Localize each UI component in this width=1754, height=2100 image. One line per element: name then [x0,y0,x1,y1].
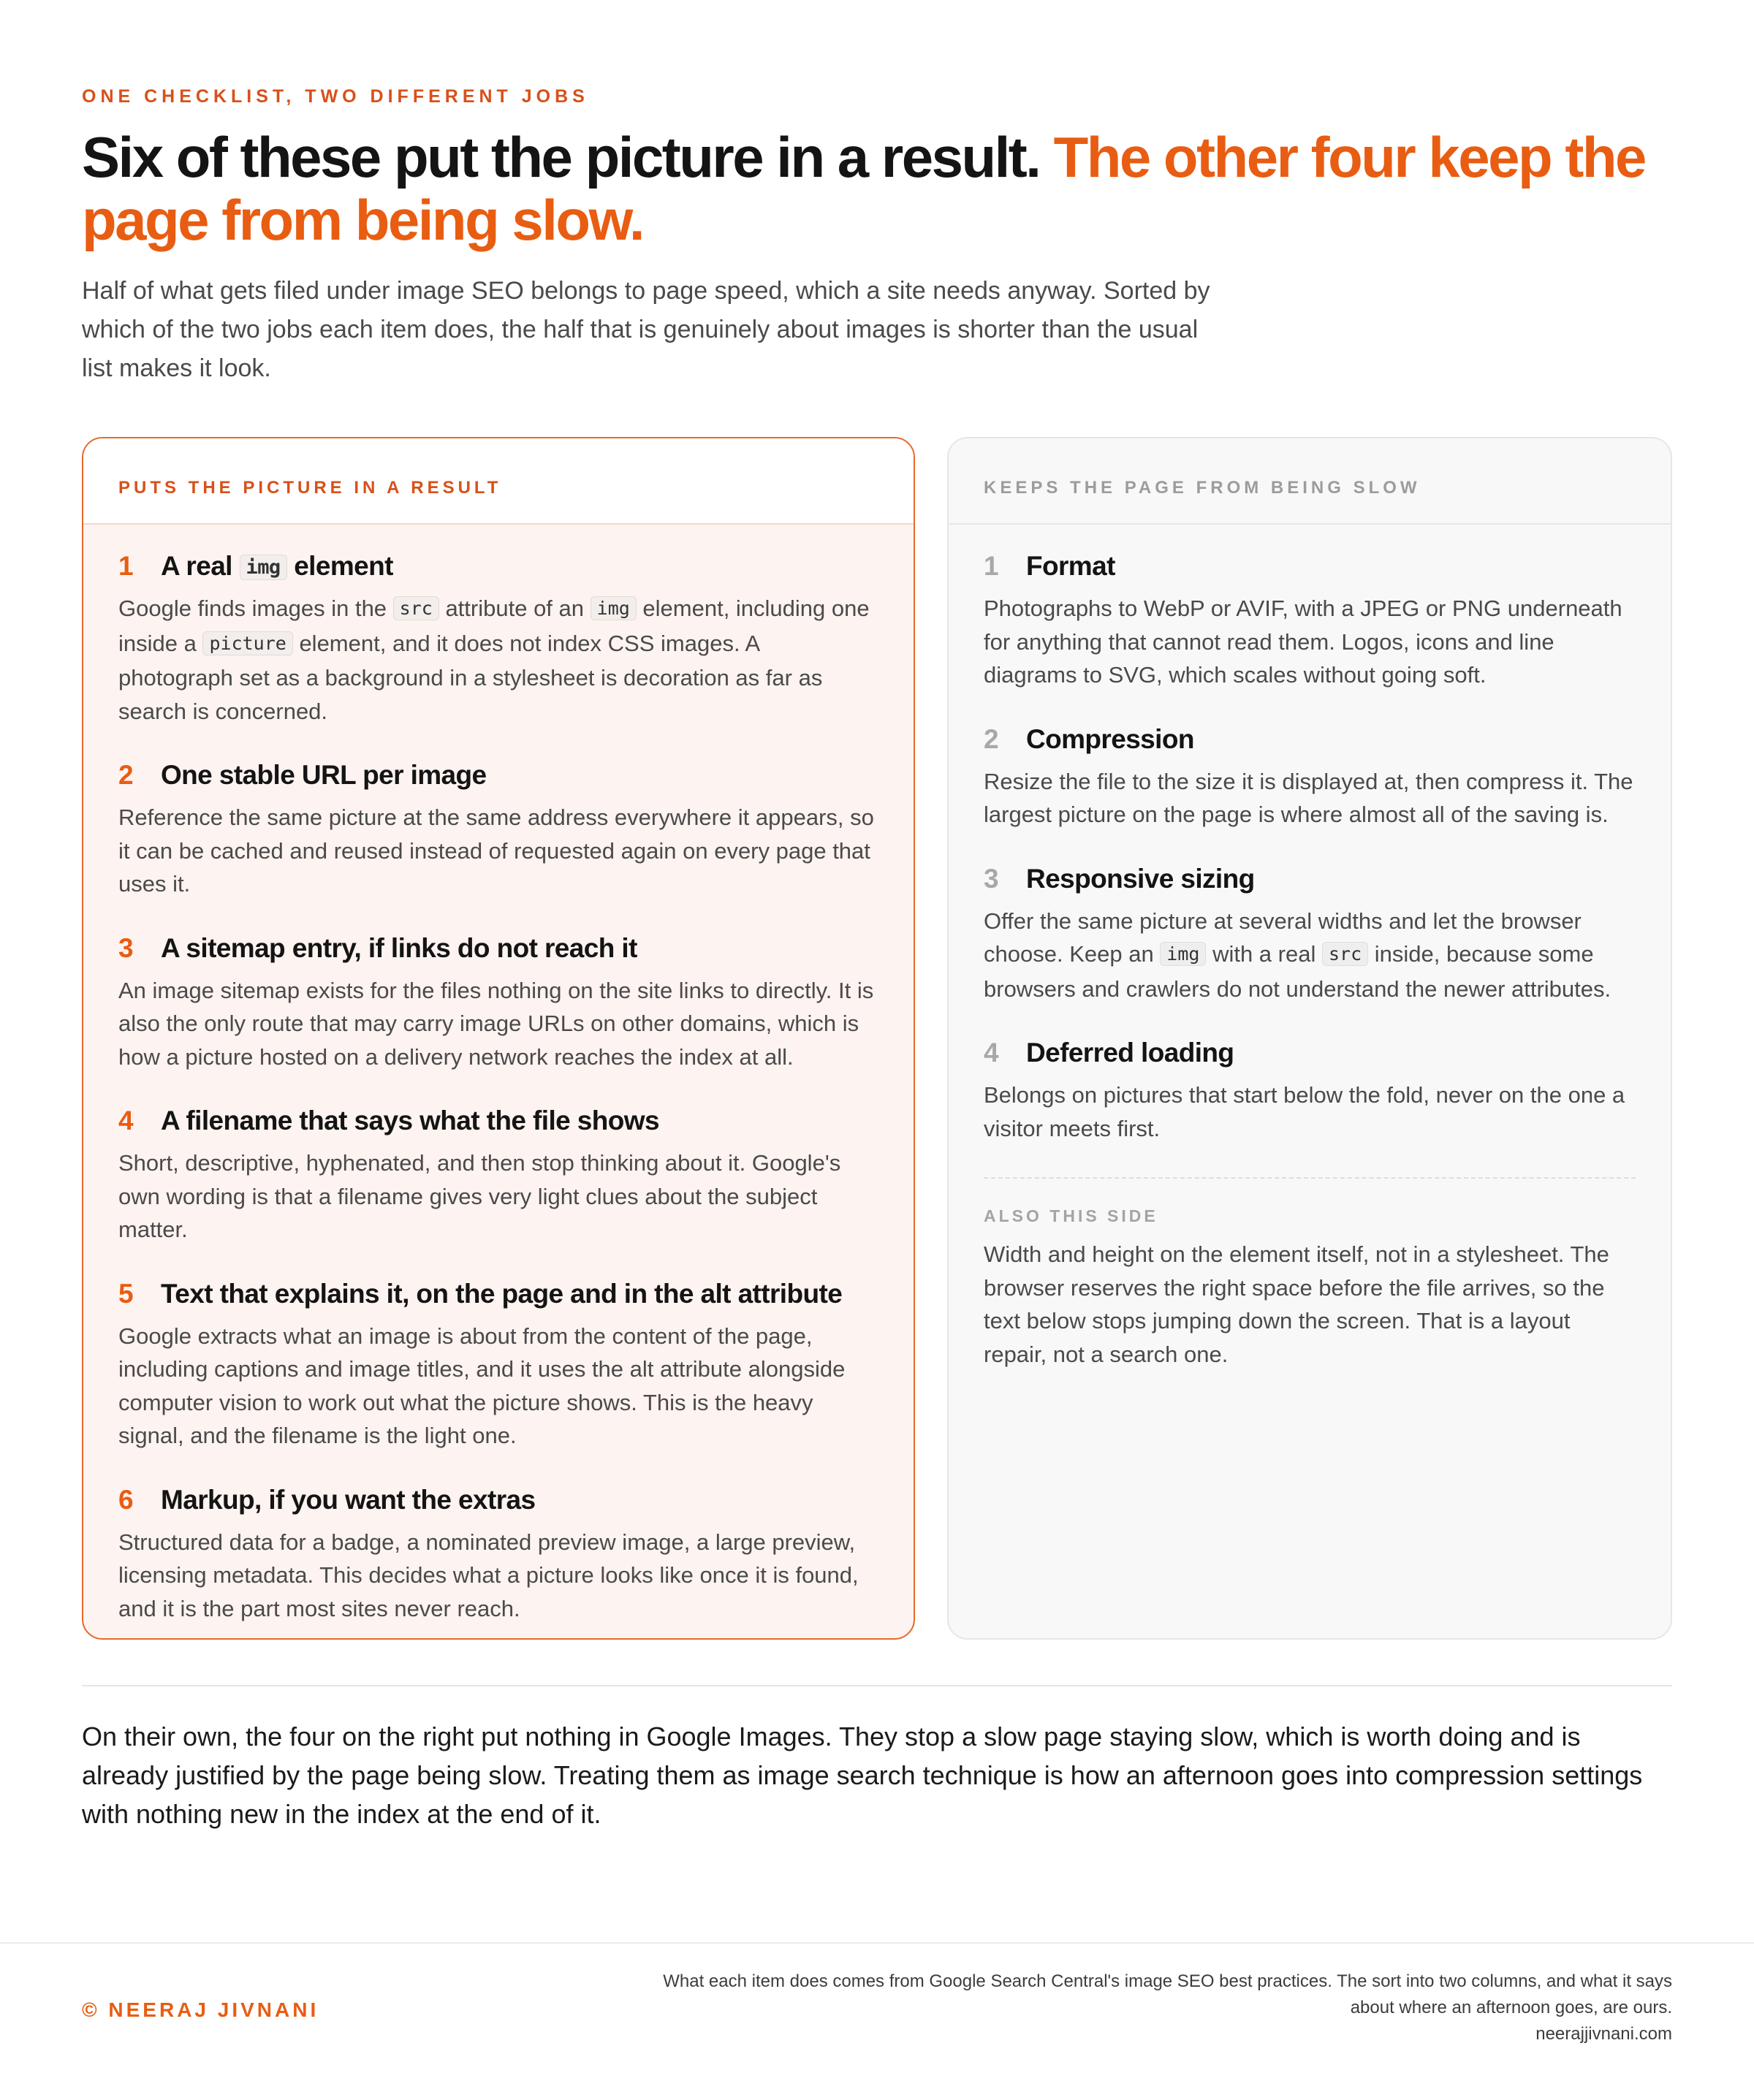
headline-part-1: Six of these put the picture in a result. [82,125,1054,189]
headline-part-2: The other four keep the page from being slow. [82,125,1645,252]
item-title: A real img element [161,551,393,581]
item-description: Reference the same picture at the same address everywhere it appears, so it can be cached and reused instead of requested again on every page that uses it. [118,804,874,897]
code-chip: src [1322,942,1368,966]
item-description: Resize the file to the size it is displayed at, then compress it. The largest picture on the page is where almost all of the saving is. [984,768,1633,827]
site-link[interactable]: neerajjivnani.com [1535,2024,1672,2044]
item-number: 2 [984,723,999,754]
list-item [118,1279,878,1453]
list-item [118,1485,878,1626]
item-title: Responsive sizing [1026,863,1255,894]
list-item [118,1106,878,1247]
item-title: A filename that says what the file shows [161,1106,659,1135]
panel-heading: KEEPS THE PAGE FROM BEING SLOW [949,438,1671,525]
also-this-side [984,1177,1636,1371]
copyright: © NEERAJ JIVNANI [82,1998,319,2021]
list-item [984,1038,1636,1145]
divider [82,1685,1672,1686]
also-label: ALSO THIS SIDE [984,1206,1158,1225]
panel-puts-picture-in-result [82,437,915,1640]
item-title: Deferred loading [1026,1038,1234,1068]
code-chip: picture [202,631,292,655]
subhead: Half of what gets filed under image SEO belongs to page speed, which a site needs anyway. Sorted by which of the two jobs each item does, the half that is genuinely about images is shorter than the usual list makes it look. [82,277,1210,382]
panel-heading: PUTS THE PICTURE IN A RESULT [83,438,914,525]
item-number: 6 [118,1484,134,1515]
item-number: 2 [118,760,134,790]
item-description: Offer the same picture at several widths and let the browser choose. Keep an img with a real src inside, because some browsers and crawlers do not understand the newer attributes. [984,908,1611,1002]
list-item [118,551,878,728]
item-description: An image sitemap exists for the files nothing on the site links to directly. It is also the only route that may carry image URLs on other domains, which is how a picture hosted on a delivery network reaches the index at all. [118,977,874,1070]
item-number: 3 [984,863,999,894]
list-item [984,724,1636,832]
code-chip: img [1160,942,1206,966]
source-note [649,1968,1672,2047]
headline [82,126,1690,251]
item-number: 1 [984,551,999,581]
item-description: Google extracts what an image is about from the content of the page, including captions and image titles, and it uses the alt attribute alongside computer vision to work out what the picture shows. This is the heavy signal, and the filename is the light one. [118,1323,846,1448]
item-number: 4 [984,1038,999,1068]
item-description: Photographs to WebP or AVIF, with a JPEG or PNG underneath for anything that cannot read them. Logos, icons and line diagrams to SVG, which scales without going soft. [984,596,1622,688]
item-number: 5 [118,1278,134,1309]
item-number: 3 [118,932,134,963]
item-title: Compression [1026,723,1194,754]
code-chip: img [591,596,637,620]
item-title: One stable URL per image [161,760,487,790]
list-item [118,933,878,1074]
item-title: Markup, if you want the extras [161,1484,536,1515]
panel-keeps-page-fast [947,437,1672,1640]
item-number: 4 [118,1106,134,1135]
footer-divider [0,1942,1754,1944]
code-chip: src [393,596,439,620]
item-description: Belongs on pictures that start below the fold, never on the one a visitor meets first. [984,1082,1625,1141]
list-item [118,760,878,901]
source-text: What each item does comes from Google Search Central's image SEO best practices. The sort into two columns, and what it says about where an afternoon goes, are ours. [663,1971,1672,2017]
list-item [984,864,1636,1006]
item-title: A sitemap entry, if links do not reach it [161,932,637,963]
also-description: Width and height on the element itself, not in a stylesheet. The browser reserves the right space before the file arrives, so the text below stops jumping down the screen. That is a layout repair, not a search one. [984,1241,1609,1367]
item-title: Format [1026,551,1115,581]
list-item [984,551,1636,692]
item-description: Structured data for a badge, a nominated preview image, a large preview, licensing metadata. This decides what a picture looks like once it is found, and it is the part most sites never reach. [118,1529,859,1621]
closing-paragraph: On their own, the four on the right put nothing in Google Images. They stop a slow page staying slow, which is worth doing and is already justified by the page being slow. Treating them as image search technique is how an afternoon goes into compression settings with nothing new in the index at the end of it. [82,1722,1643,1829]
eyebrow: ONE CHECKLIST, TWO DIFFERENT JOBS [82,86,589,107]
item-description: Short, descriptive, hyphenated, and then stop thinking about it. Google's own wording is that a filename gives very light clues about the subject matter. [118,1150,841,1242]
item-description: Google finds images in the src attribute of an img element, including one inside a picture element, and it does not index CSS images. A photograph set as a background in a stylesheet is decoration as far as search is concerned. [118,596,870,724]
item-number: 1 [118,551,134,581]
code-chip: img [240,555,287,580]
item-title: Text that explains it, on the page and in the alt attribute [161,1278,843,1309]
